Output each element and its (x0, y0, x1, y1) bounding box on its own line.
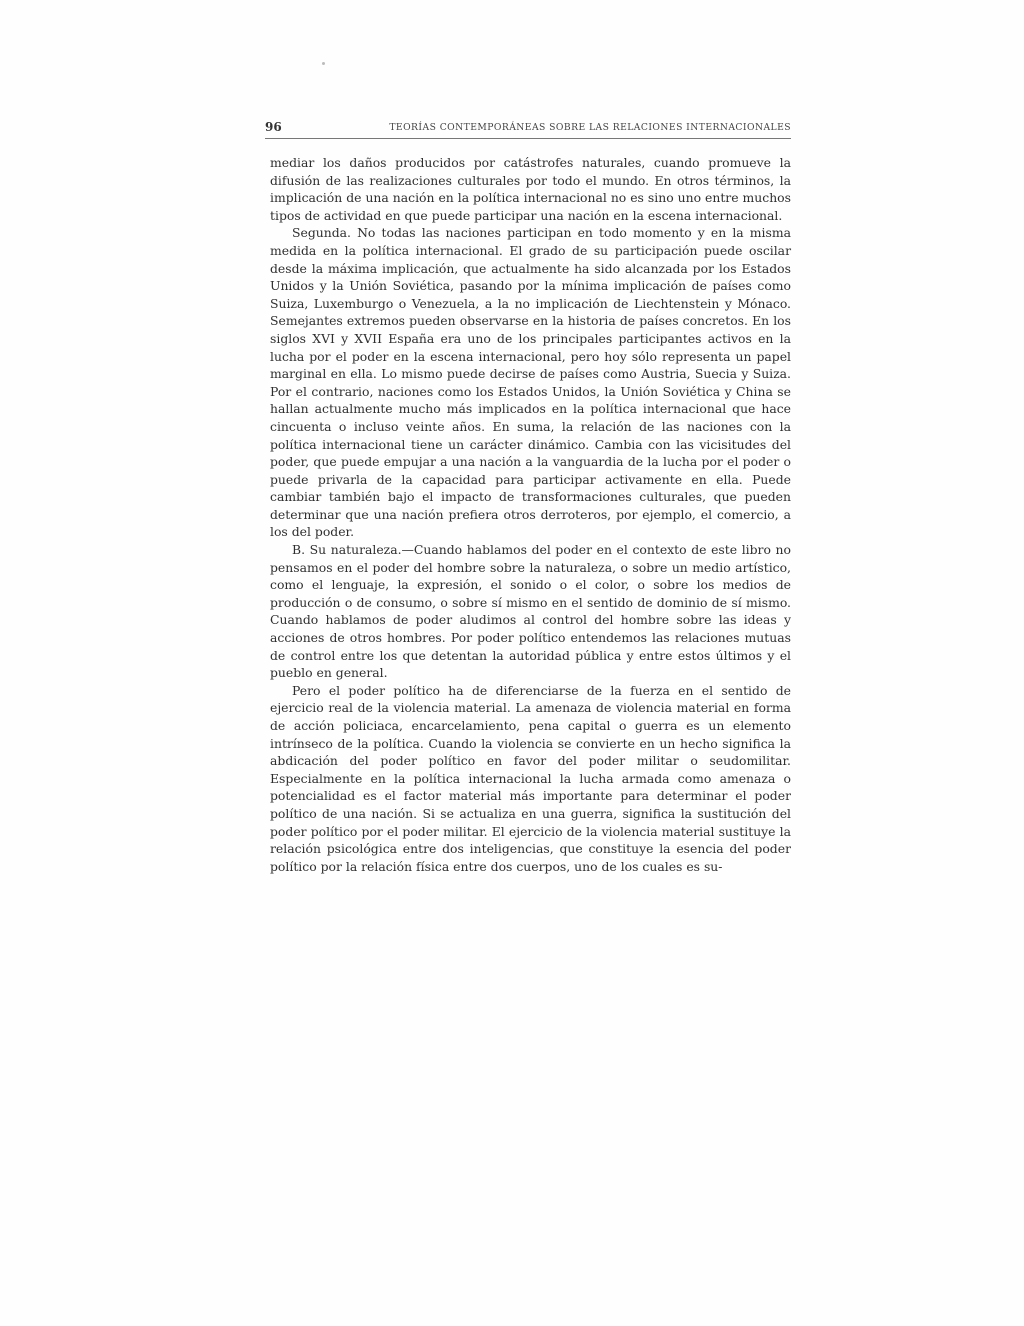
scan-speck (322, 62, 325, 65)
page-header (265, 120, 791, 139)
page-number: 96 (265, 120, 282, 134)
paragraph: Segunda. No todas las naciones participan en todo momento y en la misma medida en la política internacional. El grado de su participación puede oscilar desde la máxima implicación, que actualmente ha sido alcanzada por los Estados Unidos y la Unión Soviética, pasando por la mínima implicación de países como Suiza, Luxemburgo o Venezuela, a la no implicación de Liechtenstein y Mónaco. Semejantes extremos pueden observarse en la historia de países concretos. En los siglos XVI y XVII España era uno de los principales participantes activos en la lucha por el poder en la escena internacional, pero hoy sólo representa un papel marginal en ella. Lo mismo puede decirse de países como Austria, Suecia y Suiza. Por el contrario, naciones como los Estados Unidos, la Unión Soviética y China se hallan actualmente mucho más implicados en la política internacional que hace cincuenta o incluso veinte años. En suma, la relación de las naciones con la política internacional tiene un carácter dinámico. Cambia con las vicisitudes del poder, que puede empujar a una nación a la vanguardia de la lucha por el poder o puede privarla de la capacidad para participar activamente en ella. Puede cambiar también bajo el impacto de transformaciones culturales, que pueden determinar que una nación prefiera otros derroteros, por ejemplo, el comercio, a los del poder. (270, 225, 791, 540)
paragraph: mediar los daños producidos por catástrofes naturales, cuando promueve la difusión de las realizaciones culturales por todo el mundo. En otros términos, la implicación de una nación en la política internacional no es sino uno entre muchos tipos de actividad en que puede participar una nación en la escena internacional. (270, 155, 791, 223)
paragraph: Pero el poder político ha de diferenciarse de la fuerza en el sentido de ejercicio real de la violencia material. La amenaza de violencia material en forma de acción policiaca, encarcelamiento, pena capital o guerra es un elemento intrínseco de la política. Cuando la violencia se convierte en un hecho significa la abdicación del poder político en favor del poder militar o seudomilitar. Especialmente en la política internacional la lucha armada como amenaza o potencialidad es el factor material más importante para determinar el poder político de una nación. Si se actualiza en una guerra, significa la sustitución del poder político por el poder militar. El ejercicio de la violencia material sustituye la relación psicológica entre dos inteligencias, que constituye la esencia del poder político por la relación física entre dos cuerpos, uno de los cuales es su- (270, 682, 791, 874)
running-head: TEORÍAS CONTEMPORÁNEAS SOBRE LAS RELACIONES INTERNACIONALES (389, 122, 791, 133)
paragraph: B. Su naturaleza.—Cuando hablamos del poder en el contexto de este libro no pensamos en el poder del hombre sobre la naturaleza, o sobre un medio artístico, como el lenguaje, la expresión, el sonido o el color, o sobre los medios de producción o de consumo, o sobre sí mismo en el sentido de dominio de sí mismo. Cuando hablamos de poder aludimos al control del hombre sobre las ideas y acciones de otros hombres. Por poder político entendemos las relaciones mutuas de control entre los que detentan la autoridad pública y entre estos últimos y el pueblo en general. (270, 542, 791, 681)
body-text (270, 154, 791, 876)
